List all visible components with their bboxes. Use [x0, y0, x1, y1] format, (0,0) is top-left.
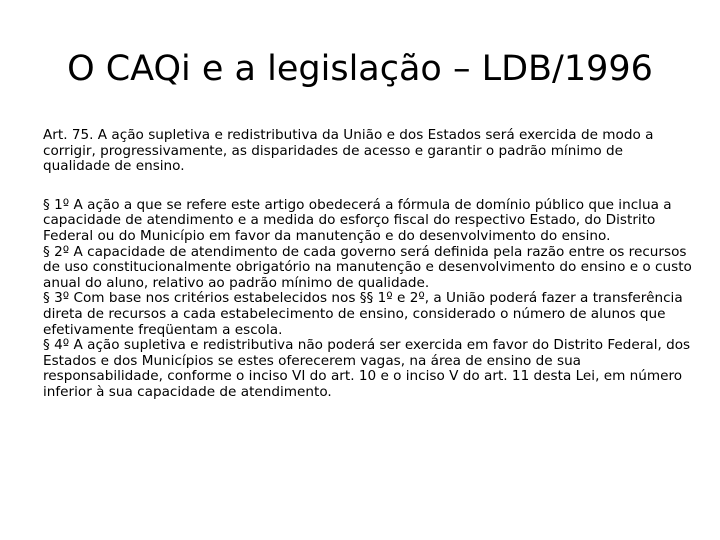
slide-title: O CAQi e a legislação – LDB/1996 — [67, 49, 653, 89]
paragraph-4: § 4º A ação supletiva e redistributiva não poderá ser exercida em favor do Distrito Federal, dos Estados e dos Municípios se estes oferecerem vagas, na área de ensino de sua responsabilidade, conforme o inciso VI do art. 10 e o inciso V do art. 11 desta Lei, em número inferior à sua capacidade de atendimento. — [43, 337, 691, 400]
paragraph-1: § 1º A ação a que se refere este artigo obedecerá a fórmula de domínio público que inclua a capacidade de atendimento e a medida do esforço fiscal do respectivo Estado, do Distrito Federal ou do Município em favor da manutenção e do desenvolvimento do ensino. — [43, 196, 672, 244]
article-75-paragraph: Art. 75. A ação supletiva e redistributiva da União e dos Estados será exercida de modo a corrigir, progressivamente, as disparidades de acesso e garantir o padrão mínimo de qualidade de ensino. — [43, 127, 654, 175]
paragraph-2: § 2º A capacidade de atendimento de cada governo será definida pela razão entre os recursos de uso constitucionalmente obrigatório na manutenção e desenvolvimento do ensino e o custo anual do aluno, relativo ao padrão mínimo de qualidade. — [43, 243, 692, 291]
slide-body — [43, 128, 693, 401]
paragraph-3: § 3º Com base nos critérios estabelecidos nos §§ 1º e 2º, a União poderá fazer a transferência direta de recursos a cada estabelecimento de ensino, considerado o número de alunos que efetivamente freqüentam a escola. — [43, 290, 683, 338]
paragraph-spacer — [43, 175, 693, 198]
